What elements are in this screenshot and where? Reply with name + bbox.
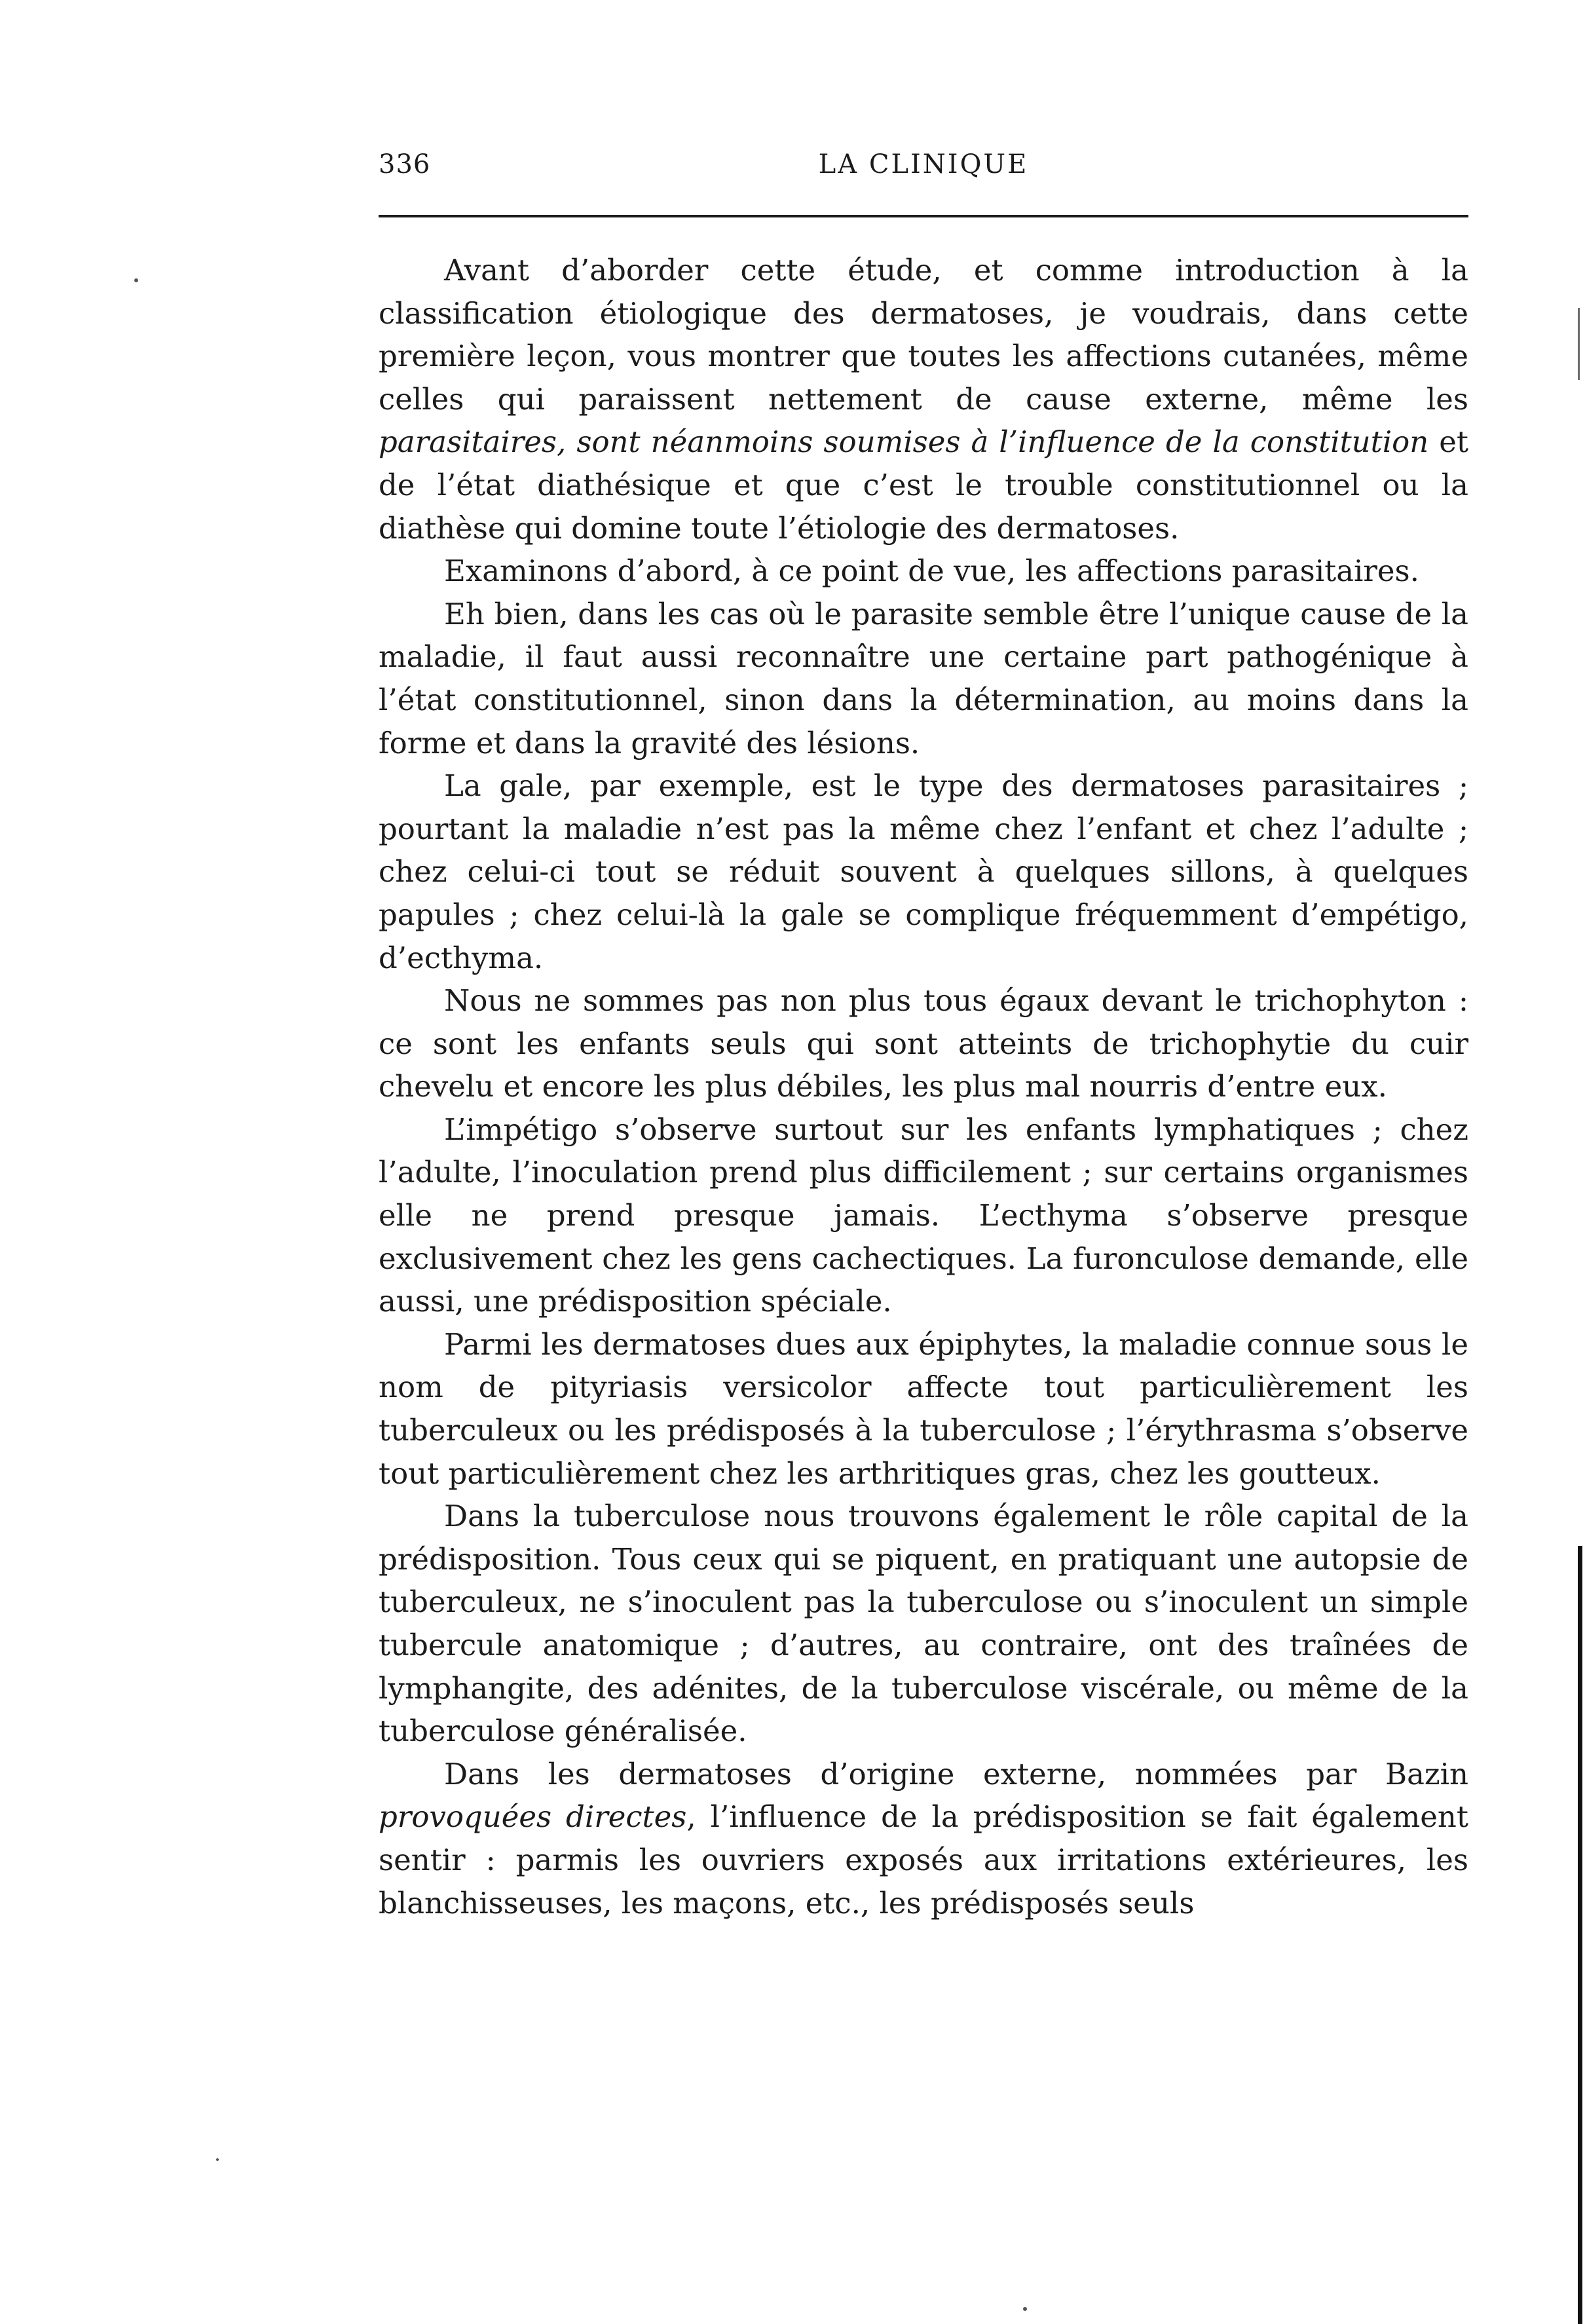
paragraph-1 — [379, 249, 1468, 550]
scan-speck — [134, 278, 138, 282]
paragraph-9-part-1: Dans les dermatoses d’origine externe, nommées par Bazin — [444, 1756, 1468, 1791]
header-rule — [379, 215, 1468, 217]
paragraph-1-part-3: et de l’état diathésique et que c’est le trouble constitutionnel ou la diathèse qui domine toute l’étiologie des dermatoses. — [379, 424, 1468, 546]
paragraph-9-italic: provoquées directes — [379, 1799, 687, 1835]
scan-edge-mark-upper — [1578, 308, 1580, 380]
paragraph-1-italic: parasitaires, sont néanmoins soumises à l’influence de la constitution — [379, 424, 1429, 460]
paragraph-6: L’impétigo s’observe surtout sur les enfants lymphatiques ; chez l’adulte, l’inoculation prend plus difficilement ; sur certains organismes elle ne prend presque jamais. L’ecthyma s’observe presque exclusivement chez les gens cachectiques. La furonculose demande, elle aussi, une prédisposition spéciale. — [379, 1112, 1468, 1319]
paragraph-1-part-1: Avant d’aborder cette étude, et comme introduction à la classification étiologique des dermatoses, je voudrais, dans cette première leçon, vous montrer que toutes les affections cutanées, même celles qui paraissent nettement de cause externe, même les — [379, 253, 1468, 417]
page-number: 336 — [379, 149, 431, 179]
paragraph-7: Parmi les dermatoses dues aux épiphytes, la maladie connue sous le nom de pityriasis versicolor affecte tout particulièrement les tuberculeux ou les prédisposés à la tuberculose ; l’érythrasma s’observe tout particulièrement chez les arthritiques gras, chez les goutteux. — [379, 1326, 1468, 1491]
paragraph-8: Dans la tuberculose nous trouvons également le rôle capital de la prédisposition. Tous ceux qui se piquent, en pratiquant une autopsie de tuberculeux, ne s’inoculent pas la tuberculose ou s’inoculent un simple tubercule anatomique ; d’autres, au contraire, ont des traînées de lymphangite, des adénites, de la tuberculose viscérale, ou même de la tuberculose généralisée. — [379, 1499, 1468, 1749]
paragraph-9 — [379, 1753, 1468, 1924]
running-head — [379, 149, 1468, 189]
scan-speck — [216, 2158, 219, 2161]
paragraph-9-part-3: , l’influence de la prédisposition se fait également sentir : parmis les ouvriers exposés aux irritations extérieures, les blanchisseuses, les maçons, etc., les prédisposés seuls — [379, 1799, 1468, 1921]
scan-edge-mark — [1578, 1546, 1582, 2324]
paragraph-2: Examinons d’abord, à ce point de vue, les affections parasitaires. — [444, 553, 1419, 589]
body-text — [379, 249, 1468, 1924]
scan-speck — [1023, 2307, 1027, 2311]
paragraph-4: La gale, par exemple, est le type des dermatoses parasitaires ; pourtant la maladie n’est pas la même chez l’enfant et chez l’adulte ; chez celui-ci tout se réduit souvent à quelques sillons, à quelques papules ; chez celui-là la gale se complique fréquemment d’empétigo, d’ecthyma. — [379, 768, 1468, 975]
paragraph-3: Eh bien, dans les cas où le parasite semble être l’unique cause de la maladie, il faut aussi reconnaître une certaine part pathogénique à l’état constitutionnel, sinon dans la détermination, au moins dans la forme et dans la gravité des lésions. — [379, 596, 1468, 760]
header-title: LA CLINIQUE — [818, 149, 1029, 179]
paragraph-5: Nous ne sommes pas non plus tous égaux devant le trichophyton : ce sont les enfants seuls qui sont atteints de trichophytie du cuir chevelu et encore les plus débiles, les plus mal nourris d’entre eux. — [379, 983, 1468, 1104]
